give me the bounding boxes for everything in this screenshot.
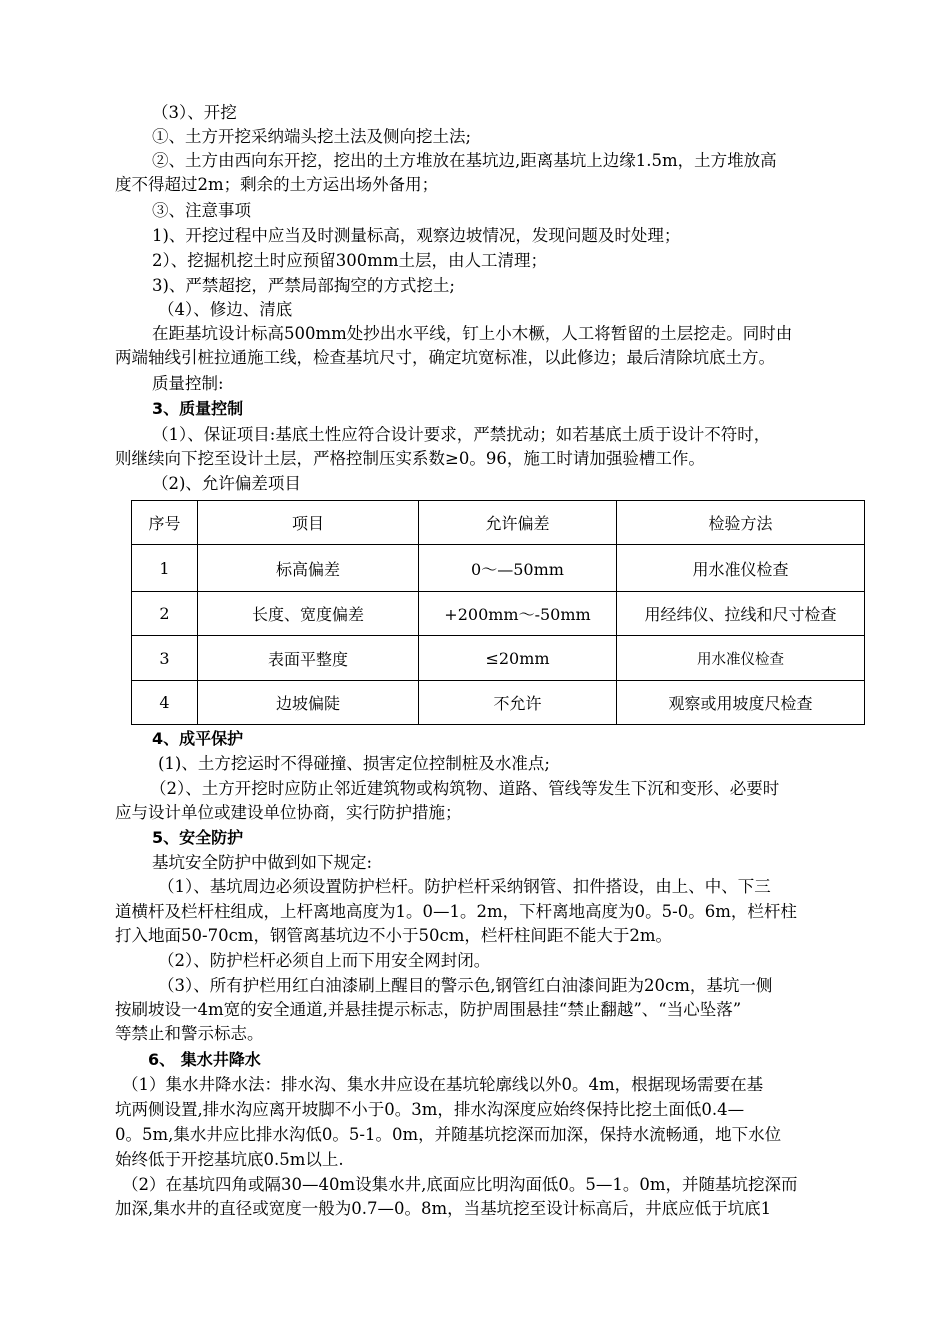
section-heading-dewatering: 6、 集水井降水 xyxy=(148,1050,261,1069)
paragraph-line: ②、土方由西向东开挖，挖出的土方堆放在基坑边,距离基坑上边缘1.5m，土方堆放高 xyxy=(152,151,777,170)
heading-excavation: （3）、开挖 xyxy=(152,103,237,122)
table-cell: 4 xyxy=(132,681,198,725)
table-header-row xyxy=(132,501,865,545)
table-cell: 长度、宽度偏差 xyxy=(198,592,419,636)
table-header-cell: 允许偏差 xyxy=(419,501,617,545)
paragraph-line: 打入地面50-70cm，钢管离基坑边不小于50cm，栏杆柱间距不能大于2m。 xyxy=(115,926,672,945)
paragraph-line: ①、土方开挖采纳端头挖土法及侧向挖土法; xyxy=(152,127,472,146)
paragraph-line: 应与设计单位或建设单位协商，实行防护措施； xyxy=(115,803,462,822)
section-heading-safety: 5、安全防护 xyxy=(152,828,244,847)
table-cell: 1 xyxy=(132,545,198,592)
paragraph-line: （2）、防护栏杆必须自上而下用安全网封闭。 xyxy=(158,951,491,970)
table-cell: 标高偏差 xyxy=(198,545,419,592)
paragraph-line: 道横杆及栏杆柱组成，上杆离地高度为1。0—1。2m，下杆离地高度为0。5-0。6m，栏杆柱 xyxy=(115,902,797,921)
paragraph-line: 3)、严禁超挖，严禁局部掏空的方式挖土; xyxy=(152,276,455,295)
paragraph-line: 始终低于开挖基坑底0.5m以上. xyxy=(115,1150,344,1169)
table-cell: ≤20mm xyxy=(419,636,617,681)
table-row xyxy=(132,681,865,725)
paragraph-line: 两端轴线引桩拉通施工线，检查基坑尺寸，确定坑宽标准，以此修边；最后清除坑底土方。 xyxy=(115,348,775,367)
paragraph-line: （1）集水井降水法：排水沟、集水井应设在基坑轮廓线以外0。4m，根据现场需要在基 xyxy=(122,1075,764,1094)
table-cell: 观察或用坡度尺检查 xyxy=(617,681,865,725)
paragraph-line: （2)、允许偏差项目 xyxy=(152,474,301,493)
paragraph-line: （2）在基坑四角或隔30—40m设集水井,底面应比明沟面低0。5—1。0m，并随基坑挖深而 xyxy=(122,1175,798,1194)
paragraph-line: 加深,集水井的直径或宽度一般为0.7—0。8m，当基坑挖至设计标高后，井底应低于坑底1 xyxy=(115,1199,772,1218)
table-cell: +200mm～-50mm xyxy=(419,592,617,636)
paragraph-line: 度不得超过2m；剩余的土方运出场外备用； xyxy=(115,175,439,194)
table-cell: 3 xyxy=(132,636,198,681)
paragraph-line: 0。5m,集水井应比排水沟低0。5-1。0m，并随基坑挖深而加深，保持水流畅通，地下水位 xyxy=(115,1125,782,1144)
paragraph-line: 1)、开挖过程中应当及时测量标高，观察边坡情况，发现问题及时处理； xyxy=(152,226,681,245)
table-row xyxy=(132,545,865,592)
paragraph-line: （2）、土方开挖时应防止邻近建筑物或构筑物、道路、管线等发生下沉和变形、必要时 xyxy=(150,779,780,798)
table-cell: 用水准仪检查 xyxy=(617,636,865,681)
table-cell: 2 xyxy=(132,592,198,636)
paragraph-line: 在距基坑设计标高500mm处抄出水平线，钉上小木橛，人工将暂留的土层挖走。同时由 xyxy=(152,324,793,343)
section-heading-protection: 4、成平保护 xyxy=(152,729,244,748)
table-cell: 边坡偏陡 xyxy=(198,681,419,725)
paragraph-line: 质量控制: xyxy=(152,374,224,393)
paragraph-line: 基坑安全防护中做到如下规定: xyxy=(152,853,373,872)
table-cell: 表面平整度 xyxy=(198,636,419,681)
paragraph-line: （1）、保证项目:基底土性应符合设计要求，严禁扰动；如若基底土质于设计不符时， xyxy=(152,425,771,444)
table-header-cell: 检验方法 xyxy=(617,501,865,545)
table-cell: 用经纬仪、拉线和尺寸检查 xyxy=(617,592,865,636)
table-row xyxy=(132,592,865,636)
paragraph-line: 则继续向下挖至设计土层，严格控制压实系数≥0。96，施工时请加强验槽工作。 xyxy=(115,449,705,468)
paragraph-line: （3）、所有护栏用红白油漆刷上醒目的警示色,钢管红白油漆间距为20cm，基坑一侧 xyxy=(158,976,773,995)
paragraph-line: 2）、挖掘机挖土时应预留300mm土层，由人工清理； xyxy=(152,251,548,270)
section-heading-quality-control: 3、质量控制 xyxy=(152,399,244,418)
table-cell: 用水准仪检查 xyxy=(617,545,865,592)
paragraph-line: ③、注意事项 xyxy=(152,201,251,220)
paragraph-line: （1）、基坑周边必须设置防护栏杆。防护栏杆采纳钢管、扣件搭设，由上、中、下三 xyxy=(158,877,771,896)
paragraph-line: 坑两侧设置,排水沟应离开坡脚不小于0。3m，排水沟深度应始终保持比挖土面低0.4— xyxy=(115,1100,745,1119)
paragraph-line: (1)、土方挖运时不得碰撞、损害定位控制桩及水准点; xyxy=(158,754,550,773)
table-cell: 0～—50mm xyxy=(419,545,617,592)
table-row xyxy=(132,636,865,681)
table-header-cell: 序号 xyxy=(132,501,198,545)
tolerance-table xyxy=(131,500,865,725)
paragraph-line: 等禁止和警示标志。 xyxy=(115,1024,264,1043)
paragraph-line: 按刷坡设一4m宽的安全通道,并悬挂提示标志，防护周围悬挂“禁止翻越”、“当心坠落” xyxy=(115,1000,742,1019)
table-cell: 不允许 xyxy=(419,681,617,725)
heading-trimming: （4）、修边、清底 xyxy=(158,300,293,319)
table-header-cell: 项目 xyxy=(198,501,419,545)
